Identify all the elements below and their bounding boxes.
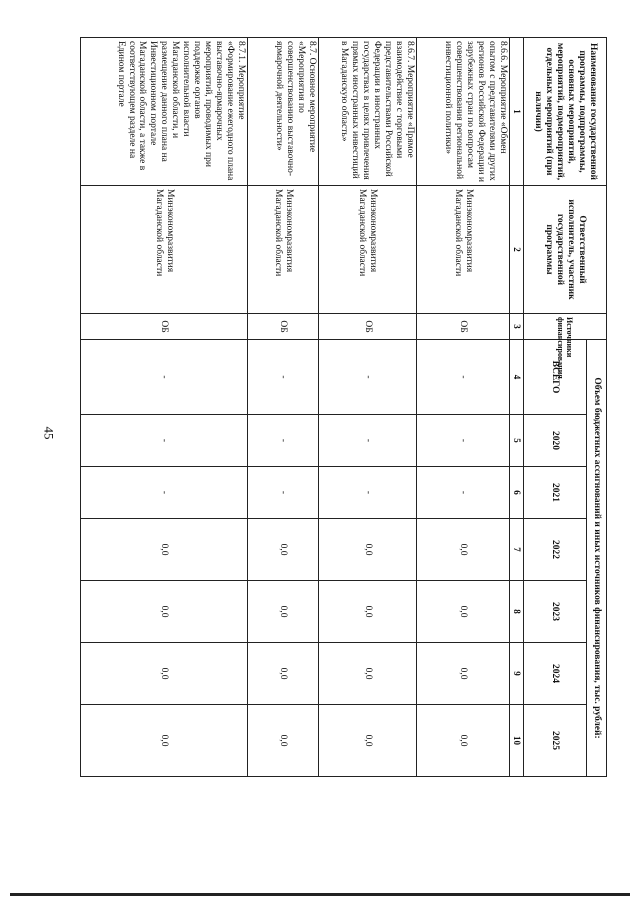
header-year-2024: 2024 xyxy=(523,643,586,705)
header-responsible: Ответственный исполнитель, участник государственной программы xyxy=(523,186,606,314)
row-value-2020: - xyxy=(247,415,318,467)
row-source: ОБ xyxy=(416,314,510,340)
row-value-2022: 0,0 xyxy=(318,519,416,581)
index-cell: 3 xyxy=(510,314,524,340)
header-year-total: ВСЕГО xyxy=(523,340,586,415)
row-value-total: - xyxy=(81,340,248,415)
row-value-2020: - xyxy=(318,415,416,467)
row-value-2024: 0,0 xyxy=(81,643,248,705)
row-value-total: - xyxy=(247,340,318,415)
header-year-2020: 2020 xyxy=(523,415,586,467)
header-year-2023: 2023 xyxy=(523,581,586,643)
index-cell: 8 xyxy=(510,581,524,643)
row-responsible: Минэкономразвития Магаданской области xyxy=(247,186,318,314)
row-value-2021: - xyxy=(81,467,248,519)
row-value-2023: 0,0 xyxy=(416,581,510,643)
row-responsible: Минэкономразвития Магаданской области xyxy=(81,186,248,314)
row-value-2024: 0,0 xyxy=(416,643,510,705)
table-row xyxy=(416,38,510,777)
index-cell: 5 xyxy=(510,415,524,467)
header-funding-group: Объем бюджетных ассигнований и иных источников финансирования, тыс. рублей: xyxy=(586,340,606,777)
row-value-2025: 0,0 xyxy=(318,705,416,777)
row-value-2022: 0,0 xyxy=(247,519,318,581)
row-value-total: - xyxy=(318,340,416,415)
index-cell: 7 xyxy=(510,519,524,581)
header-source: Источники финансирования xyxy=(523,314,606,340)
header-year-2025: 2025 xyxy=(523,705,586,777)
index-cell: 4 xyxy=(510,340,524,415)
index-cell: 1 xyxy=(510,38,524,186)
row-responsible: Минэкономразвития Магаданской области xyxy=(416,186,510,314)
row-name: 8.7. Основное мероприятие «Мероприятия по совершенствованию выставочно-ярмарочной деятельности» xyxy=(247,38,318,186)
row-value-2025: 0,0 xyxy=(247,705,318,777)
row-value-2025: 0,0 xyxy=(416,705,510,777)
index-cell: 9 xyxy=(510,643,524,705)
row-name: 8.6.6. Мероприятие «Обмен опытом с представителями других регионов Российской Федерации и зарубежных стран по вопросам совершенствования региональной инвестиционной политики» xyxy=(416,38,510,186)
index-cell: 6 xyxy=(510,467,524,519)
rotated-table-container xyxy=(80,37,607,776)
row-value-total: - xyxy=(416,340,510,415)
row-value-2022: 0,0 xyxy=(81,519,248,581)
row-value-2023: 0,0 xyxy=(318,581,416,643)
row-value-2021: - xyxy=(247,467,318,519)
row-name: 8.6.7. Мероприятие «Прямое взаимодействие с торговыми представительствами Российской Федерации в иностранных государствах в целях привлечения прямых иностранных инвестиций в Магаданскую область» xyxy=(318,38,416,186)
table-row xyxy=(81,38,248,777)
row-source: ОБ xyxy=(247,314,318,340)
page-number: 45 xyxy=(41,426,57,440)
row-source: ОБ xyxy=(318,314,416,340)
row-value-2024: 0,0 xyxy=(247,643,318,705)
page-bottom-rule xyxy=(10,893,630,896)
row-source: ОБ xyxy=(81,314,248,340)
index-cell: 10 xyxy=(510,705,524,777)
funding-table xyxy=(80,37,607,777)
table-row xyxy=(318,38,416,777)
row-responsible: Минэкономразвития Магаданской области xyxy=(318,186,416,314)
row-value-2023: 0,0 xyxy=(81,581,248,643)
row-value-2021: - xyxy=(318,467,416,519)
header-name: Наименование государственной программы, подпрограммы, основных мероприятий, мероприятий, подмероприятий, отдельных мероприятий (при наличии) xyxy=(523,38,606,186)
header-year-2021: 2021 xyxy=(523,467,586,519)
row-value-2025: 0,0 xyxy=(81,705,248,777)
table-row xyxy=(247,38,318,777)
row-value-2021: - xyxy=(416,467,510,519)
header-year-2022: 2022 xyxy=(523,519,586,581)
index-row xyxy=(510,38,524,777)
row-value-2022: 0,0 xyxy=(416,519,510,581)
index-cell: 2 xyxy=(510,186,524,314)
row-name: 8.7.1. Мероприятие «Формирование ежегодного плана выставочно-ярмарочных мероприятий, проводимых при поддержке органов исполнительной власти Магаданской области, и размещение данного плана на Инвестиционном портале Магаданской области, а также в соответствующем разделе на Едином портале xyxy=(81,38,248,186)
row-value-2024: 0,0 xyxy=(318,643,416,705)
row-value-2023: 0,0 xyxy=(247,581,318,643)
row-value-2020: - xyxy=(81,415,248,467)
row-value-2020: - xyxy=(416,415,510,467)
